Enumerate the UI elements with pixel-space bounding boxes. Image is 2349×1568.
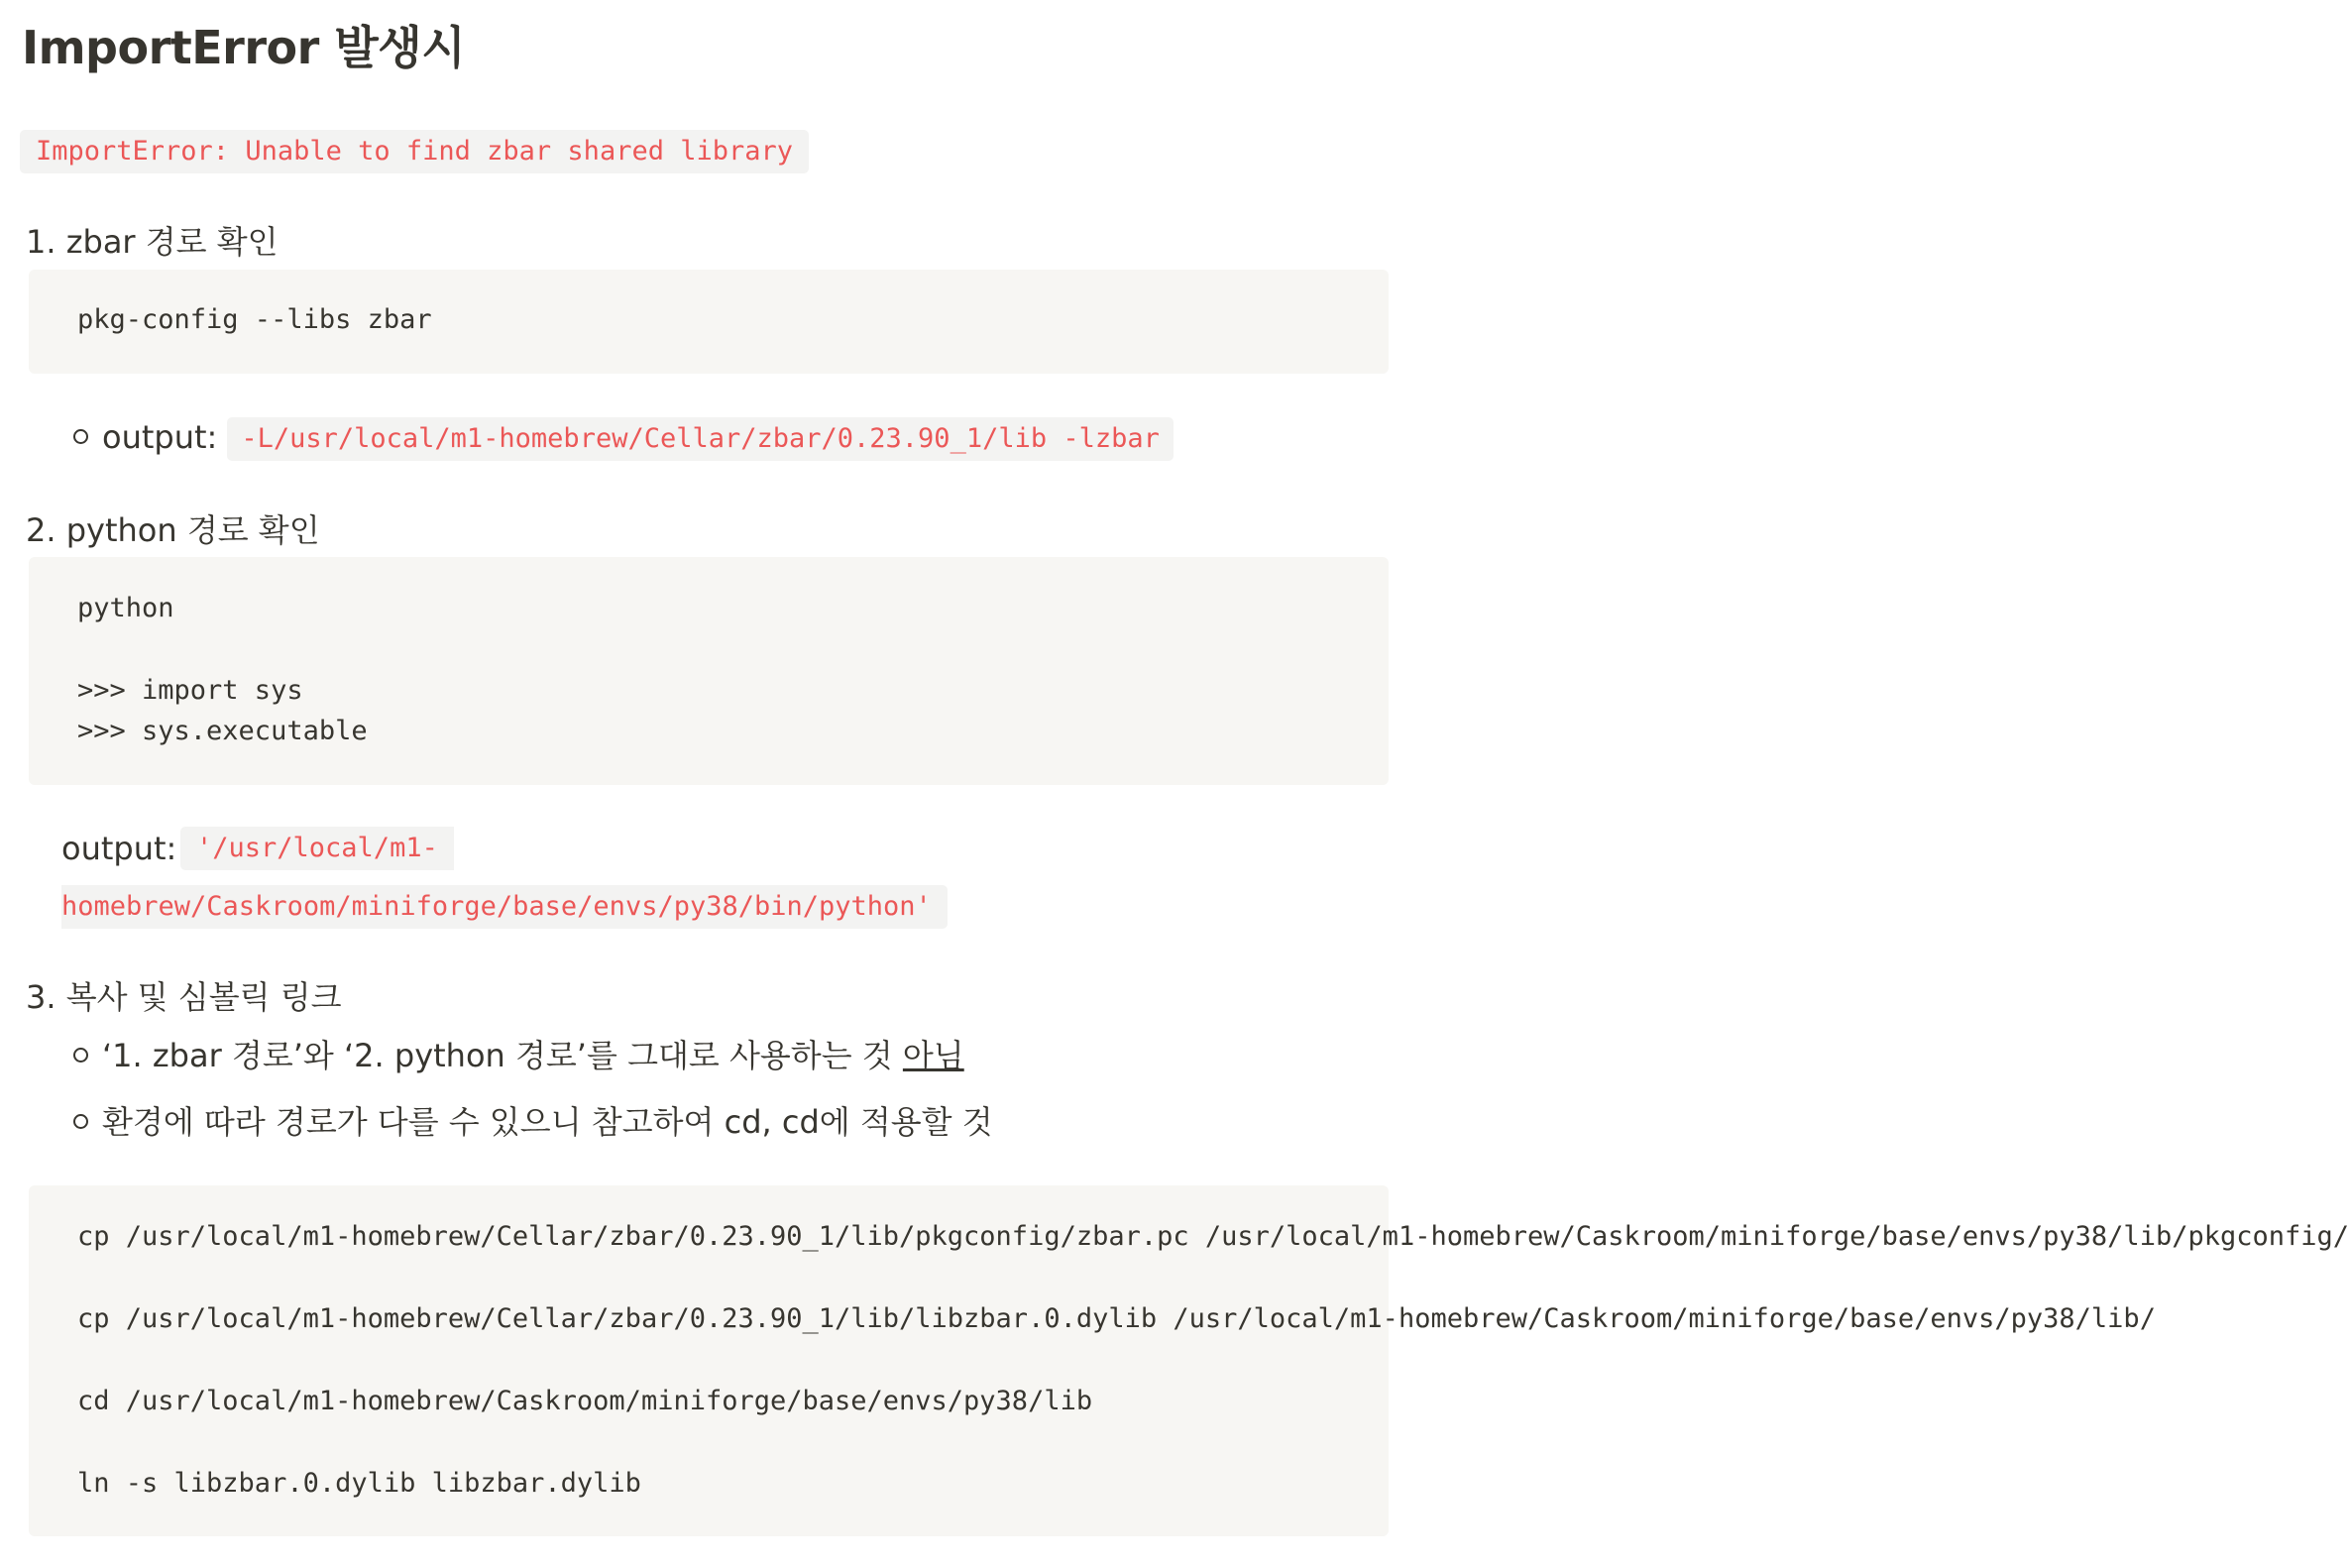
code-line: cp /usr/local/m1-homebrew/Cellar/zbar/0.23.90_1/lib/pkgconfig/zbar.pc /usr/local/m1-homebrew/Caskroom/miniforge/base/envs/py38/lib/pkgconfig/	[77, 1221, 2349, 1252]
step2-output-label: output:	[61, 830, 177, 867]
code-line: python	[77, 593, 174, 623]
page-title: ImportError 발생시	[22, 21, 466, 74]
bullet-text: ‘1. zbar 경로’와 ‘2. python 경로’를 그대로 사용하는 것	[102, 1037, 903, 1074]
code-line: cd /usr/local/m1-homebrew/Caskroom/miniforge/base/envs/py38/lib	[77, 1386, 1093, 1416]
step2-output-code-continued: homebrew/Caskroom/miniforge/base/envs/py38/bin/python'	[61, 885, 948, 929]
bullet-emphasis: 아님	[902, 1037, 964, 1074]
step2-code-block[interactable]	[29, 557, 1389, 785]
step1-heading: 1. zbar 경로 확인	[26, 223, 279, 261]
step3-bullet-item	[73, 1034, 964, 1077]
bullet-circle-icon	[73, 1114, 88, 1129]
code-line: pkg-config --libs zbar	[77, 304, 432, 335]
code-line: cp /usr/local/m1-homebrew/Cellar/zbar/0.23.90_1/lib/libzbar.0.dylib /usr/local/m1-homebrew/Caskroom/miniforge/base/envs/py38/lib/	[77, 1303, 2156, 1334]
bullet-text: 환경에 따라 경로가 다를 수 있으니 참고하여 cd, cd에 적용할 것	[102, 1103, 993, 1141]
step1-code-block[interactable]	[29, 270, 1389, 374]
bullet-circle-icon	[73, 429, 88, 444]
step3-bullet-item	[73, 1100, 993, 1144]
error-message-code: ImportError: Unable to find zbar shared library	[20, 130, 809, 173]
code-line: ln -s libzbar.0.dylib libzbar.dylib	[77, 1468, 641, 1499]
step1-output-code: -L/usr/local/m1-homebrew/Cellar/zbar/0.23.90_1/lib -lzbar	[227, 417, 1174, 461]
step3-heading: 3. 복사 및 심볼릭 링크	[26, 978, 342, 1016]
code-line: >>> import sys	[77, 675, 303, 706]
bullet-circle-icon	[73, 1048, 88, 1063]
step2-output-code: '/usr/local/m1-	[180, 827, 454, 870]
step3-code-block[interactable]	[29, 1185, 2349, 1536]
output-label: output:	[102, 418, 218, 456]
step1-output-item	[73, 415, 1174, 461]
code-line: >>> sys.executable	[77, 716, 368, 746]
step2-heading: 2. python 경로 확인	[26, 511, 320, 549]
